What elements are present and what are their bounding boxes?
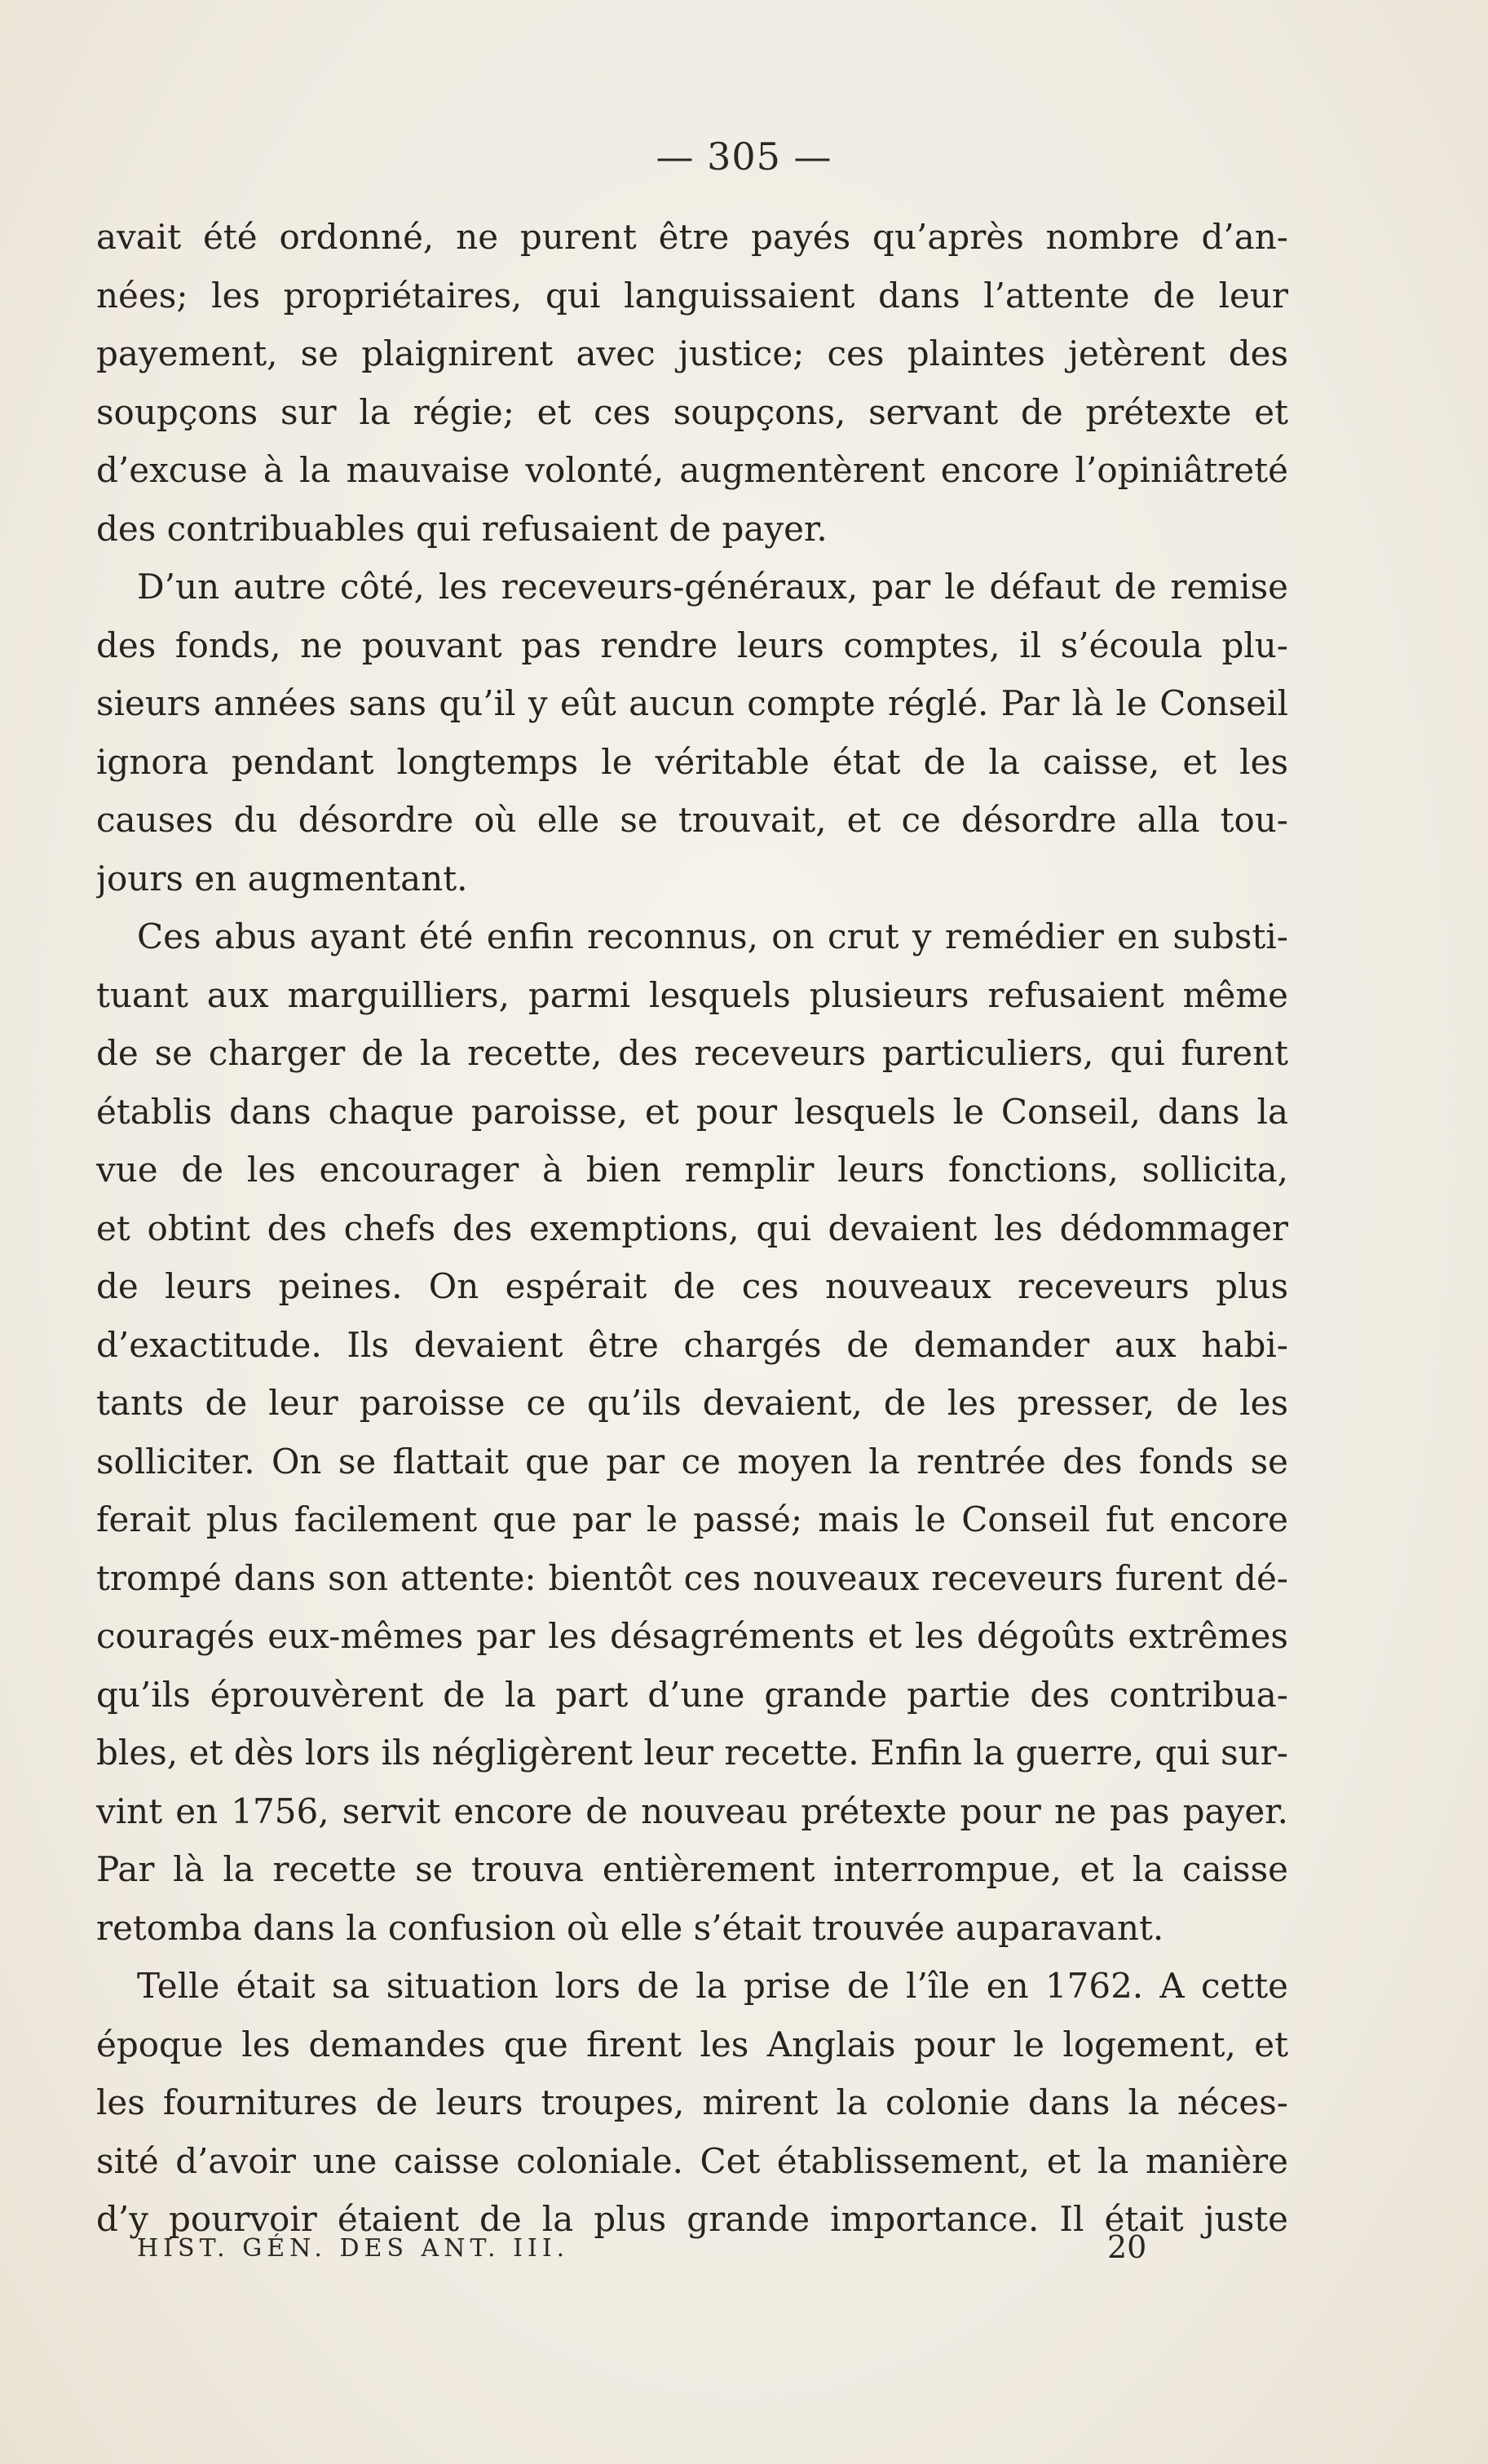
text-line: payement, se plaignirent avec justice; ces plaintes jetèrent des (96, 333, 1288, 373)
text-line: sité d’avoir une caisse coloniale. Cet établissement, et la manière (96, 2140, 1288, 2181)
text-line: trompé dans son attente: bientôt ces nouveaux receveurs furent dé- (96, 1557, 1288, 1598)
text-line: vint en 1756, servit encore de nouveau prétexte pour ne pas payer. (96, 1791, 1288, 1831)
text-line: Ces abus ayant été enfin reconnus, on crut y remédier en substi- (137, 916, 1288, 956)
body-text (96, 208, 1288, 2249)
text-line: établis dans chaque paroisse, et pour lesquels le Conseil, dans la (96, 1091, 1288, 1132)
text-line: et obtint des chefs des exemptions, qui devaient les dédommager (96, 1208, 1288, 1248)
text-line: couragés eux-mêmes par les désagréments et les dégoûts extrêmes (96, 1616, 1288, 1656)
text-line: qu’ils éprouvèrent de la part d’une grande partie des contribua- (96, 1674, 1288, 1715)
text-line: de se charger de la recette, des receveurs particuliers, qui furent (96, 1033, 1288, 1073)
text-line: d’y pourvoir étaient de la plus grande importance. Il était juste (96, 2199, 1288, 2239)
text-line: retomba dans la confusion où elle s’était trouvée auparavant. (96, 1907, 1164, 1948)
text-line: sieurs années sans qu’il y eût aucun compte réglé. Par là le Conseil (96, 683, 1288, 723)
text-line: des fonds, ne pouvant pas rendre leurs comptes, il s’écoula plu- (96, 625, 1288, 665)
text-line: des contribuables qui refusaient de payer. (96, 508, 828, 549)
text-line: Telle était sa situation lors de la prise de l’île en 1762. A cette (137, 1966, 1288, 2006)
text-line: solliciter. On se flattait que par ce moyen la rentrée des fonds se (96, 1441, 1288, 1481)
text-line: D’un autre côté, les receveurs-généraux, par le défaut de remise (137, 567, 1288, 607)
text-line: avait été ordonné, ne purent être payés qu’après nombre d’an- (96, 217, 1288, 257)
text-line: d’exactitude. Ils devaient être chargés de demander aux habi- (96, 1324, 1288, 1365)
text-line: ignora pendant longtemps le véritable état de la caisse, et les (96, 741, 1288, 782)
text-line: jours en augmentant. (96, 858, 468, 899)
text-line: causes du désordre où elle se trouvait, et ce désordre alla tou- (96, 800, 1288, 840)
text-line: nées; les propriétaires, qui languissaient dans l’attente de leur (96, 275, 1288, 316)
page-number: — 305 — (656, 135, 832, 179)
text-line: d’excuse à la mauvaise volonté, augmentèrent encore l’opiniâtreté (96, 450, 1288, 490)
text-line: époque les demandes que firent les Anglais pour le logement, et (96, 2024, 1288, 2064)
text-line: de leurs peines. On espérait de ces nouveaux receveurs plus (96, 1266, 1288, 1306)
text-line: soupçons sur la régie; et ces soupçons, servant de prétexte et (96, 391, 1288, 432)
sheet-number: 20 (1107, 2229, 1147, 2265)
page-footer (0, 2229, 1488, 2283)
text-line: tuant aux marguilliers, parmi lesquels plusieurs refusaient même (96, 974, 1288, 1015)
text-line: les fournitures de leurs troupes, mirent la colonie dans la néces- (96, 2082, 1288, 2122)
text-line: vue de les encourager à bien remplir leurs fonctions, sollicita, (96, 1150, 1288, 1190)
text-line: ferait plus facilement que par le passé; mais le Conseil fut encore (96, 1499, 1288, 1539)
text-line: bles, et dès lors ils négligèrent leur recette. Enfin la guerre, qui sur- (96, 1733, 1288, 1773)
text-line: tants de leur paroisse ce qu’ils devaient, de les presser, de les (96, 1383, 1288, 1423)
signature-mark: HIST. GÉN. DES ANT. III. (137, 2234, 570, 2263)
text-line: Par là la recette se trouva entièrement interrompue, et la caisse (96, 1849, 1288, 1889)
